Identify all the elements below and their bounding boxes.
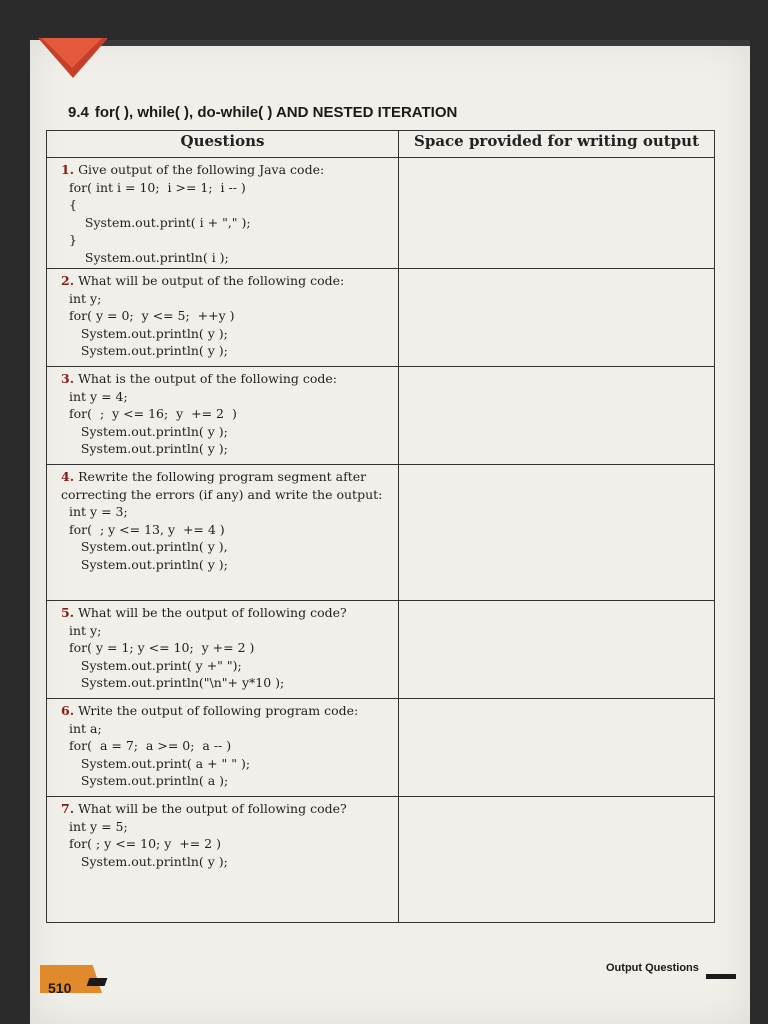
code-line: int y; — [69, 290, 102, 306]
question-prompt — [61, 604, 392, 622]
code-line: int a; — [69, 720, 102, 736]
question-text: What will be the output of following code? — [78, 801, 347, 816]
code-line: System.out.print( y +" "); — [69, 657, 242, 673]
code-line: System.out.println( y ); — [69, 325, 228, 341]
question-cell — [47, 269, 399, 367]
question-prompt — [61, 370, 392, 388]
question-number: 3. — [61, 371, 75, 386]
question-cell — [47, 699, 399, 797]
answer-space[interactable] — [399, 797, 715, 923]
question-number: 6. — [61, 703, 75, 718]
table-row — [47, 158, 715, 269]
table-row — [47, 797, 715, 923]
code-line: } — [69, 232, 77, 247]
code-line: System.out.println( y ); — [69, 853, 228, 869]
answer-space[interactable] — [399, 465, 715, 601]
code-line: int y = 4; — [69, 388, 128, 404]
table-row — [47, 699, 715, 797]
code-line: System.out.println( y ); — [69, 423, 228, 439]
table-row — [47, 269, 715, 367]
code-line: System.out.println( y ); — [69, 441, 228, 456]
question-number: 2. — [61, 273, 75, 288]
code-line: int y; — [69, 622, 102, 638]
question-cell — [47, 158, 399, 269]
table-row — [47, 367, 715, 465]
question-text: Rewrite the following program segment after correcting the errors (if any) and write the output: — [61, 469, 383, 502]
answer-space[interactable] — [399, 269, 715, 367]
question-prompt — [61, 272, 392, 290]
question-text: What is the output of the following code: — [78, 371, 337, 386]
footer-label: Output Questions — [606, 962, 699, 974]
answer-space[interactable] — [399, 699, 715, 797]
code-line: for( ; y <= 10; y += 2 ) — [69, 836, 221, 851]
code-line: System.out.print( i + "," ); — [69, 214, 251, 230]
code-line: int y = 5; — [69, 818, 128, 834]
question-text: Give output of the following Java code: — [78, 162, 325, 177]
question-prompt — [61, 468, 392, 503]
question-cell — [47, 465, 399, 601]
question-text: What will be the output of following code? — [78, 605, 347, 620]
header-rule — [100, 40, 750, 46]
code-line: System.out.println( y ), — [69, 539, 228, 554]
question-text: Write the output of following program code: — [78, 703, 359, 718]
code-line: for( a = 7; a >= 0; a -- ) — [69, 738, 232, 753]
question-text: What will be output of the following code: — [78, 273, 345, 288]
code-line: System.out.println( y ); — [69, 556, 228, 572]
table-row — [47, 465, 715, 601]
page-number: 510 — [48, 980, 72, 996]
code-line: for( ; y <= 16; y += 2 ) — [69, 406, 237, 421]
question-prompt — [61, 702, 392, 720]
section-number: 9.4 — [68, 104, 89, 121]
code-line: for( ; y <= 13, y += 4 ) — [69, 521, 225, 537]
code-line: System.out.print( a + " " ); — [69, 755, 251, 771]
footer-rule — [706, 974, 736, 979]
question-prompt — [61, 161, 392, 179]
corner-triangle-inner-icon — [42, 38, 102, 68]
table-header-row — [47, 131, 715, 158]
question-cell — [47, 601, 399, 699]
questions-header: Questions — [47, 131, 399, 158]
section-title — [68, 104, 457, 121]
code-line: System.out.println( y ); — [69, 343, 228, 358]
answer-space-header: Space provided for writing output — [399, 131, 715, 158]
answer-space[interactable] — [399, 367, 715, 465]
question-number: 5. — [61, 605, 75, 620]
code-line: for( int i = 10; i >= 1; i -- ) — [69, 179, 246, 195]
question-cell — [47, 797, 399, 923]
question-number: 7. — [61, 801, 75, 816]
question-cell — [47, 367, 399, 465]
page-number-bar — [87, 978, 108, 986]
code-line: System.out.println( i ); — [69, 249, 229, 265]
answer-space[interactable] — [399, 601, 715, 699]
question-number: 1. — [61, 162, 75, 177]
section-title-text: for( ), while( ), do-while( ) AND NESTED ITERATION — [94, 104, 458, 121]
code-line: for( y = 1; y <= 10; y += 2 ) — [69, 640, 255, 655]
code-line: System.out.println("\n"+ y*10 ); — [69, 675, 285, 690]
answer-space[interactable] — [399, 158, 715, 269]
question-number: 4. — [61, 469, 75, 484]
question-prompt — [61, 800, 392, 818]
code-line: int y = 3; — [69, 504, 128, 519]
questions-table — [46, 130, 715, 923]
code-line: System.out.println( a ); — [69, 773, 229, 788]
table-row — [47, 601, 715, 699]
code-line: for( y = 0; y <= 5; ++y ) — [69, 308, 235, 323]
code-line: { — [69, 197, 77, 212]
